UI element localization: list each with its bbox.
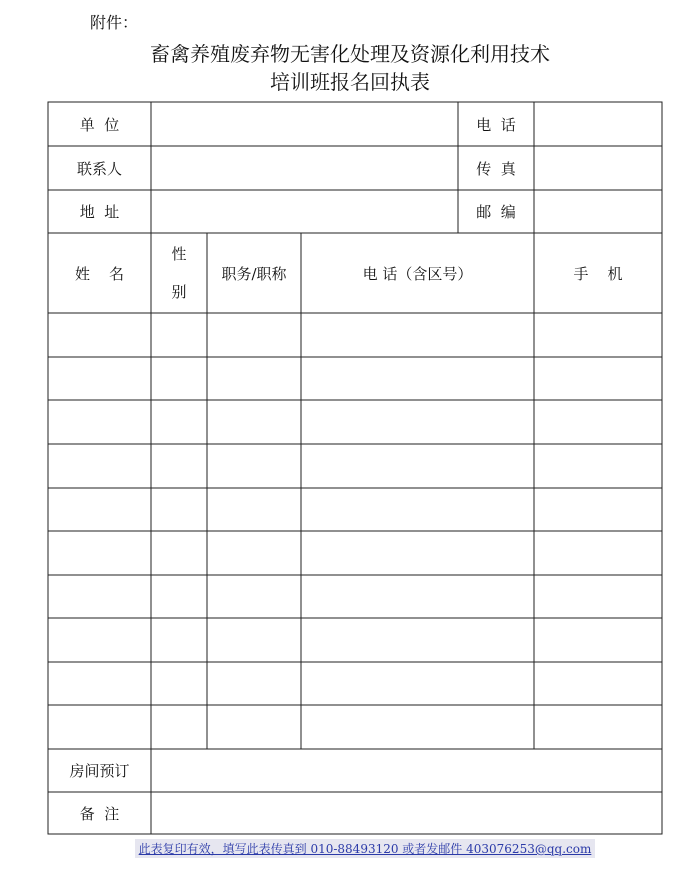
contact-field[interactable] [152, 147, 457, 189]
col-gender-char1: 性 [171, 245, 187, 263]
postcode-label: 邮 编 [476, 203, 516, 221]
fax-label: 传 真 [476, 159, 516, 178]
remark-field[interactable] [152, 793, 661, 833]
col-gender-char2: 别 [171, 283, 187, 301]
postcode-field[interactable] [535, 191, 661, 232]
contact-label: 联系人 [76, 159, 122, 178]
room-booking-label: 房间预订 [69, 762, 130, 780]
col-mobile-header: 手 机 [573, 264, 623, 283]
form-title-line1: 畜禽养殖废弃物无害化处理及资源化利用技术 [150, 42, 550, 66]
phone-label: 电 话 [476, 115, 516, 134]
col-position-header: 职务/职称 [221, 264, 287, 283]
col-name-header: 姓 名 [74, 264, 125, 283]
address-field[interactable] [152, 191, 457, 232]
remark-label: 备 注 [79, 804, 120, 823]
phone-field[interactable] [535, 103, 661, 145]
footer [0, 838, 700, 858]
room-booking-field[interactable] [152, 750, 661, 791]
address-label: 地 址 [79, 203, 120, 221]
form-title-line2: 培训班报名回执表 [270, 70, 430, 94]
footer-note[interactable]: 此表复印有效，填写此表传真到 010-88493120 或者发邮件 403076253@qq.com [135, 839, 596, 858]
col-gender-header [151, 233, 207, 313]
attachment-label: 附件： [90, 13, 139, 32]
unit-field[interactable] [152, 103, 457, 145]
col-phone-header: 电 话（含区号） [362, 264, 473, 283]
unit-label: 单 位 [79, 115, 120, 134]
fax-field[interactable] [535, 147, 661, 189]
